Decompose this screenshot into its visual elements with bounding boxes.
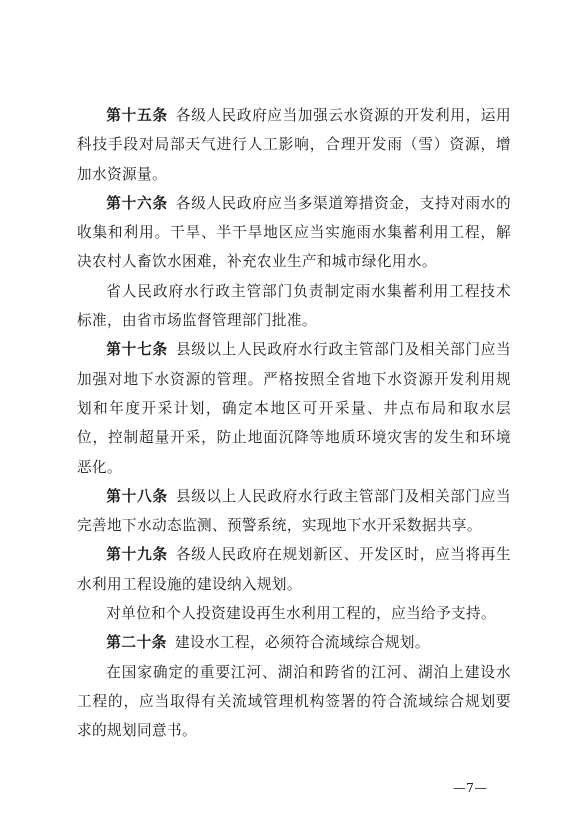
paragraph-article-16: [77, 189, 511, 277]
document-body: [77, 101, 511, 746]
paragraph-text: 在国家确定的重要江河、湖泊和跨省的江河、湖泊上建设水工程的，应当取得有关流域管理机构签署的符合流域综合规划要求的规划同意书。: [77, 663, 511, 740]
paragraph-article-20-clause-2: [77, 658, 511, 746]
paragraph-article-15: [77, 101, 511, 189]
paragraph-text: 各级人民政府应当加强云水资源的开发利用，运用科技手段对局部天气进行人工影响，合理开发雨（雪）资源，增加水资源量。: [77, 107, 511, 183]
paragraph-text: 各级人民政府在规划新区、开发区时，应当将再生水利用工程设施的建设纳入规划。: [77, 546, 511, 593]
article-number: 第二十条: [106, 634, 167, 652]
paragraph-text: 各级人民政府应当多渠道筹措资金，支持对雨水的收集和利用。干旱、半干旱地区应当实施雨水集蓄利用工程，解决农村人畜饮水困难，补充农业生产和城市绿化用水。: [77, 194, 511, 271]
paragraph-article-18: [77, 482, 511, 541]
article-number: 第十六条: [106, 194, 168, 212]
paragraph-article-19: [77, 540, 511, 599]
article-number: 第十五条: [106, 107, 168, 124]
paragraph-article-17: [77, 335, 511, 481]
paragraph-text: 省人民政府水行政主管部门负责制定雨水集蓄利用工程技术标准，由省市场监督管理部门批准。: [77, 282, 511, 330]
paragraph-text: 建设水工程，必须符合流域综合规划。: [174, 634, 430, 652]
article-number: 第十九条: [106, 546, 168, 564]
page-number: —7—: [453, 780, 488, 795]
article-number: 第十八条: [106, 487, 168, 505]
paragraph-text: 对单位和个人投资建设再生水利用工程的，应当给予支持。: [106, 605, 497, 623]
article-number: 第十七条: [106, 341, 168, 359]
paragraph-article-19-clause-2: [77, 599, 511, 628]
paragraph-article-20: [77, 628, 511, 657]
paragraph-text: 县级以上人民政府水行政主管部门及相关部门应当完善地下水动态监测、预警系统，实现地下水开采数据共享。: [77, 487, 511, 535]
paragraph-text: 县级以上人民政府水行政主管部门及相关部门应当加强对地下水资源的管理。严格按照全省地下水资源开发利用规划和年度开采计划，确定本地区可开采量、井点布局和取水层位，控制超量开采，防止地面沉降等地质环境灾害的发生和环境恶化。: [77, 341, 511, 476]
paragraph-article-16-clause-2: [77, 277, 511, 336]
